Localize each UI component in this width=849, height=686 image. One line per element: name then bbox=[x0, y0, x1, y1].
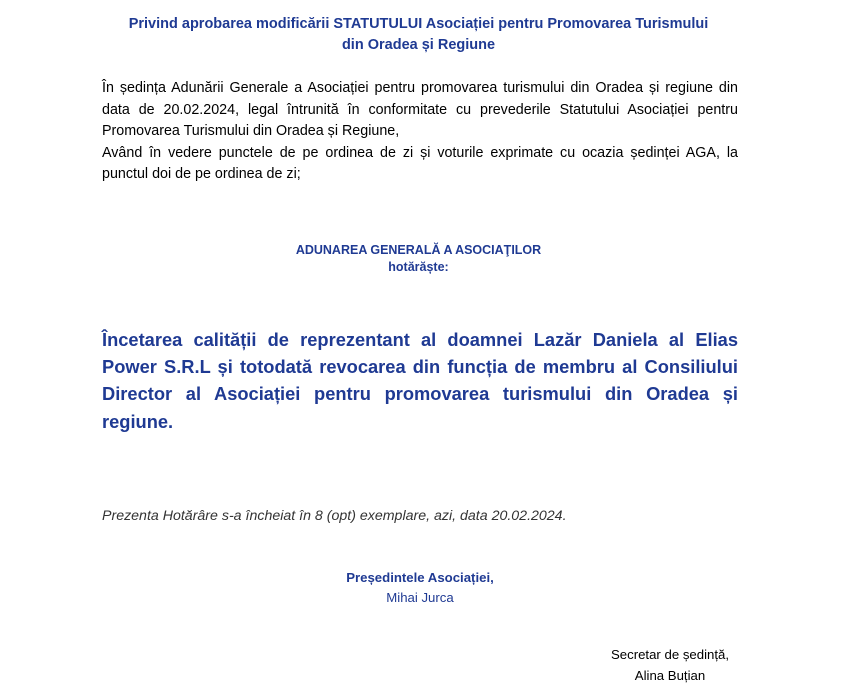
decision-heading bbox=[100, 242, 737, 276]
decision-body-name: ADUNAREA GENERALĂ A ASOCIAŢILOR bbox=[295, 243, 542, 257]
preamble-paragraph-2: Având în vedere punctele de pe ordinea de zi și voturile exprimate cu ocazia ședinței AGA, la punctul doi de pe ordinea de zi; bbox=[102, 144, 738, 182]
president-role: Președintele Asociației, bbox=[346, 570, 494, 585]
subject-line-1: Privind aprobarea modificării STATUTULUI Asociației pentru Promovarea Turismului bbox=[128, 16, 709, 32]
secretary-role: Secretar de ședință, bbox=[610, 647, 730, 662]
president-signature-block bbox=[240, 568, 600, 608]
president-name: Mihai Jurca bbox=[386, 590, 454, 605]
preamble-paragraph-1: În ședința Adunării Generale a Asociației pentru promovarea turismului din Oradea și regiune din data de 20.02.2024, legal întrunită în conformitate cu prevederile Statutului Asociației pentru Promovarea Turismului din Oradea și Regiune, bbox=[102, 80, 738, 139]
decision-verb: hotărăște: bbox=[388, 260, 449, 274]
secretary-signature-block bbox=[560, 644, 780, 686]
secretary-name: Alina Buțian bbox=[634, 668, 706, 683]
decision-text: Încetarea calității de reprezentant al doamnei Lazăr Daniela al Elias Power S.R.L și totodată revocarea din funcția de membru al Consiliului Director al Asociației pentru promovarea turismului din Oradea și regiune. bbox=[102, 329, 738, 432]
preamble bbox=[102, 78, 738, 186]
closing-statement: Prezenta Hotărâre s-a încheiat în 8 (opt) exemplare, azi, data 20.02.2024. bbox=[102, 508, 567, 524]
subject-line-2: din Oradea și Regiune bbox=[341, 37, 496, 53]
document-subject bbox=[100, 14, 737, 56]
